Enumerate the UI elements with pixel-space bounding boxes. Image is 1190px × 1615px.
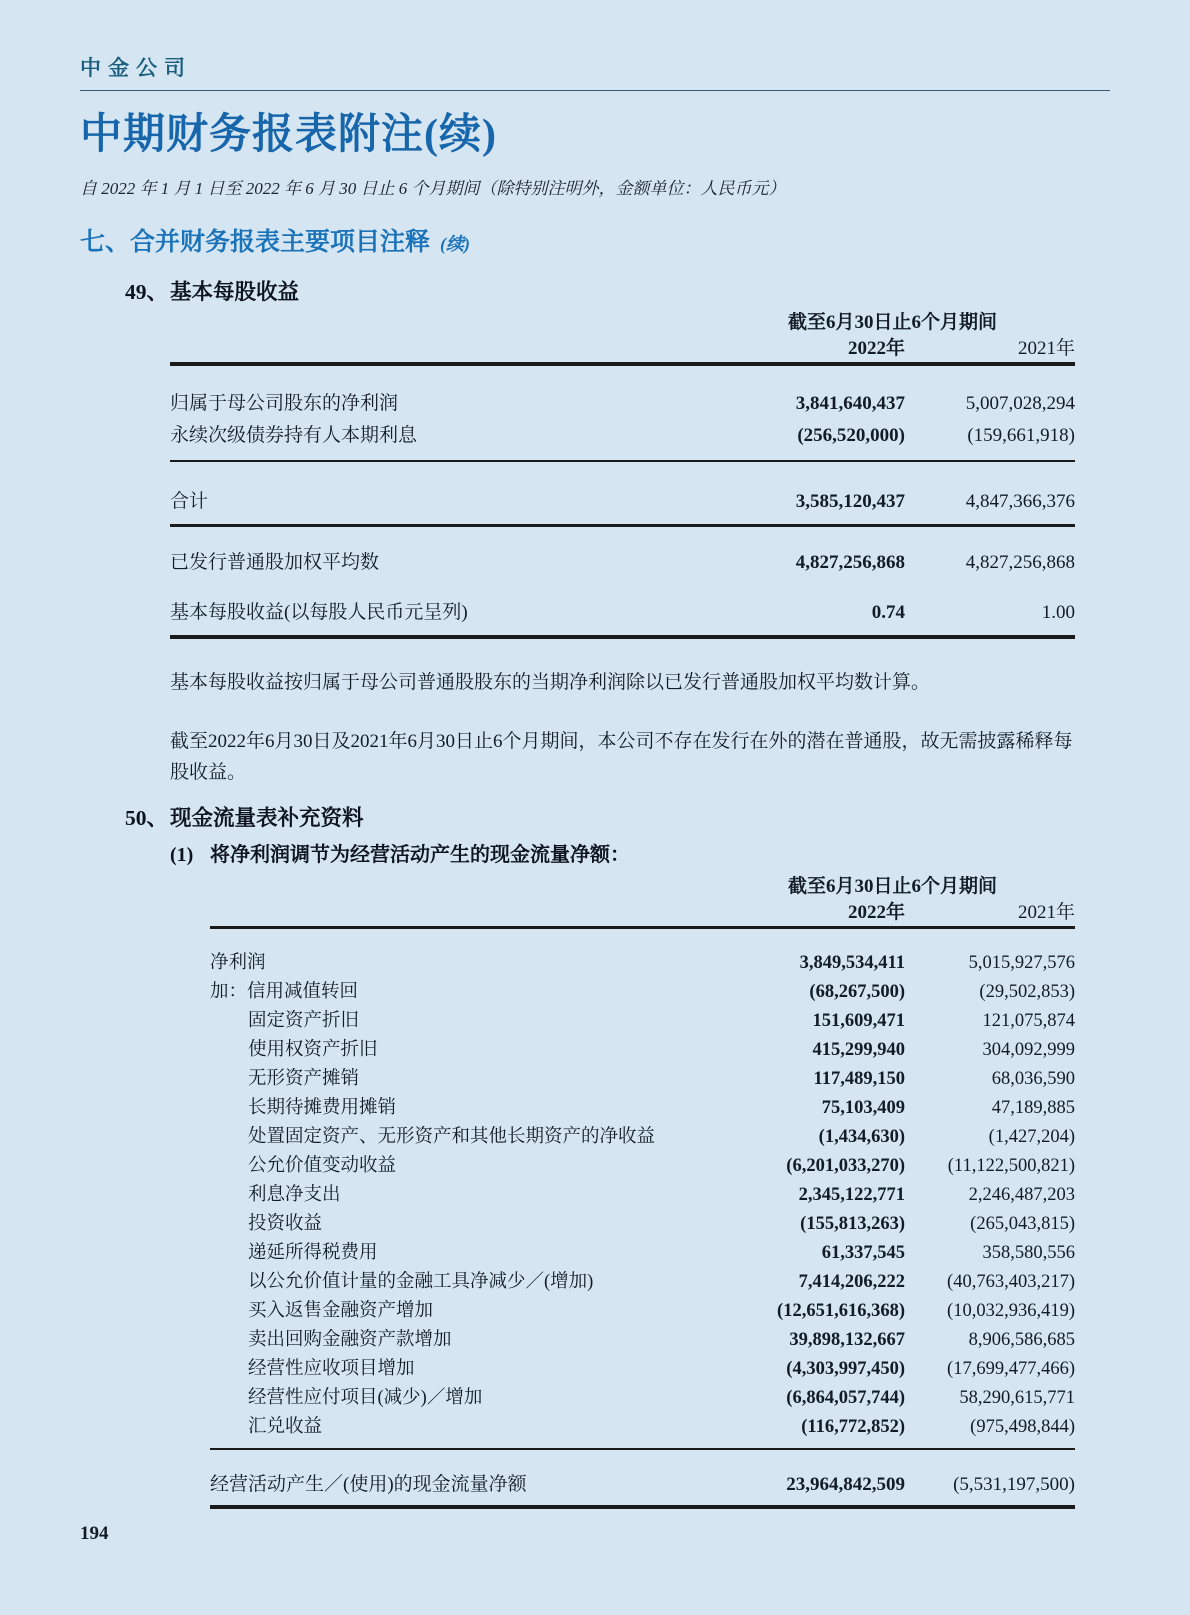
table-total-row	[210, 1470, 1075, 1500]
section-heading	[80, 227, 1110, 260]
subheading-text: 将净利润调节为经营活动产生的现金流量净额：	[210, 843, 630, 866]
table-row	[210, 1152, 1075, 1181]
value-2021: (40,763,403,217)	[947, 1272, 1075, 1292]
row-label: 经营活动产生／(使用)的现金流量净额	[210, 1474, 527, 1495]
value-2021: 5,015,927,576	[968, 953, 1075, 973]
row-label: 利息净支出	[248, 1185, 341, 1205]
table-spacer	[170, 527, 1075, 547]
value-2022: (4,303,997,450)	[786, 1359, 905, 1379]
value-2021: 4,827,256,868	[965, 552, 1075, 573]
table-row	[210, 1297, 1075, 1326]
table-row	[210, 1384, 1075, 1413]
row-label: 处置固定资产、无形资产和其他长期资产的净收益	[248, 1127, 656, 1147]
row-label: 投资收益	[248, 1214, 323, 1234]
paragraph-eps-dilution: 截至2022年6月30日及2021年6月30日止6个月期间，本公司不存在发行在外的潜在普通股，故无需披露稀释每股收益。	[170, 730, 1073, 783]
column-header-2022: 2022年	[847, 338, 905, 359]
value-2022: 117,489,150	[813, 1069, 905, 1089]
paragraph-eps-calc: 基本每股收益按归属于母公司普通股股东的当期净利润除以已发行普通股加权平均数计算。	[170, 671, 931, 693]
table-spacer	[210, 929, 1075, 949]
value-2022: (6,201,033,270)	[786, 1156, 905, 1176]
table-row	[210, 1413, 1075, 1442]
row-label: 净利润	[210, 953, 266, 973]
table-row	[170, 388, 1075, 420]
value-2022: 39,898,132,667	[789, 1330, 905, 1350]
value-2021: 68,036,590	[991, 1069, 1075, 1089]
value-2021: 47,189,885	[991, 1098, 1075, 1118]
row-label: 经营性应收项目增加	[248, 1359, 415, 1379]
page-subtitle: 自 2022 年 1 月 1 日至 2022 年 6 月 30 日止 6 个月期间（除特别注明外，金额单位：人民币元）	[80, 179, 786, 198]
row-label: 买入返售金融资产增加	[248, 1301, 434, 1321]
value-2021: (265,043,815)	[970, 1214, 1075, 1234]
table-row	[210, 1065, 1075, 1094]
value-2021: 1.00	[1041, 602, 1075, 623]
value-2021: 58,290,615,771	[959, 1388, 1075, 1408]
row-label: 固定资产折旧	[248, 1011, 360, 1031]
value-2022: 23,964,842,509	[786, 1474, 905, 1495]
value-2022: (155,813,263)	[800, 1214, 905, 1234]
table-spacer	[170, 452, 1075, 460]
value-2021: 121,075,874	[982, 1011, 1075, 1031]
row-label: 已发行普通股加权平均数	[170, 552, 380, 573]
row-label: 加：信用减值转回	[210, 982, 359, 1002]
row-label: 经营性应付项目(减少)／增加	[248, 1388, 483, 1408]
value-2022: 415,299,940	[812, 1040, 905, 1060]
row-label: 无形资产摊销	[248, 1069, 360, 1089]
row-label: 归属于母公司股东的净利润	[170, 392, 399, 414]
table-row	[210, 1094, 1075, 1123]
value-2021: (975,498,844)	[970, 1417, 1075, 1437]
heading-text: 现金流量表补充资料	[170, 805, 364, 830]
table-row	[210, 1210, 1075, 1239]
row-label: 汇兑收益	[248, 1417, 323, 1437]
heading-number: 50、	[125, 805, 169, 830]
table-row	[170, 547, 1075, 579]
value-2021: 8,906,586,685	[968, 1330, 1075, 1350]
value-2022: (1,434,630)	[818, 1127, 905, 1147]
value-2022: 75,103,409	[821, 1098, 905, 1118]
value-2022: 0.74	[871, 602, 905, 623]
value-2022: 3,585,120,437	[795, 490, 905, 512]
table-rule	[210, 1505, 1075, 1509]
row-label: 基本每股收益(以每股人民币元呈列)	[170, 602, 468, 623]
value-2021: 5,007,028,294	[965, 392, 1075, 414]
period-header: 截至6月30日止6个月期间	[787, 312, 997, 333]
table-rule	[170, 635, 1075, 639]
value-2022: 7,414,206,222	[798, 1272, 905, 1292]
value-2022: 3,849,534,411	[799, 953, 905, 973]
subheading-number: (1)	[170, 843, 194, 866]
table-row	[210, 978, 1075, 1007]
value-2021: (1,427,204)	[988, 1127, 1075, 1147]
heading-text: 基本每股收益	[170, 280, 300, 304]
value-2022: 151,609,471	[812, 1011, 905, 1031]
table-row	[210, 1268, 1075, 1297]
table-row	[210, 1007, 1075, 1036]
row-label: 以公允价值计量的金融工具净减少／(增加)	[248, 1272, 594, 1292]
heading-basic-eps	[125, 278, 1110, 306]
table-row	[210, 1239, 1075, 1268]
value-2021: (5,531,197,500)	[953, 1474, 1075, 1495]
row-label: 长期待摊费用摊销	[248, 1098, 397, 1118]
page-title: 中期财务报表附注(续)	[80, 112, 497, 158]
table-spacer	[170, 462, 1075, 486]
subheading-net-profit-reconciliation	[170, 842, 1110, 868]
value-2021: (11,122,500,821)	[947, 1156, 1075, 1176]
value-2022: 2,345,122,771	[798, 1185, 905, 1205]
table-spacer	[170, 579, 1075, 597]
table-spacer	[210, 1450, 1075, 1470]
company-name: 中金公司	[80, 52, 1110, 91]
value-2021: (10,032,936,419)	[947, 1301, 1075, 1321]
heading-number: 49、	[125, 280, 169, 304]
value-2022: (116,772,852)	[801, 1417, 905, 1437]
table-row	[170, 486, 1075, 518]
value-2022: 4,827,256,868	[795, 552, 905, 573]
table-row	[210, 949, 1075, 978]
row-label: 公允价值变动收益	[248, 1156, 397, 1176]
table-basic-eps	[170, 310, 1075, 639]
table-body	[210, 929, 1075, 1509]
column-header-2022: 2022年	[847, 901, 905, 923]
value-2022: (6,864,057,744)	[786, 1388, 905, 1408]
table-row	[210, 1326, 1075, 1355]
table-row	[170, 597, 1075, 629]
table-row	[170, 420, 1075, 452]
value-2022: (12,651,616,368)	[777, 1301, 905, 1321]
table-header	[210, 874, 1075, 926]
value-2021: (17,699,477,466)	[947, 1359, 1075, 1379]
value-2021: 304,092,999	[982, 1040, 1075, 1060]
table-row	[210, 1036, 1075, 1065]
table-spacer	[170, 366, 1075, 388]
table-row	[210, 1181, 1075, 1210]
row-label: 递延所得税费用	[248, 1243, 378, 1263]
table-row	[210, 1123, 1075, 1152]
table-row	[210, 1355, 1075, 1384]
page-number: 194	[80, 1522, 109, 1544]
value-2022: (256,520,000)	[797, 424, 905, 446]
value-2022: (68,267,500)	[809, 982, 905, 1002]
column-header-2021: 2021年	[1017, 338, 1075, 359]
value-2022: 61,337,545	[821, 1243, 905, 1263]
section-heading-text: 七、合并财务报表主要项目注释	[80, 229, 431, 256]
row-label: 卖出回购金融资产款增加	[248, 1330, 452, 1350]
value-2021: 4,847,366,376	[965, 490, 1075, 512]
row-label: 合计	[170, 490, 209, 512]
value-2021: 358,580,556	[982, 1243, 1075, 1263]
table-cashflow-reconciliation	[210, 874, 1075, 1509]
section-heading-continued: (续)	[440, 234, 471, 254]
row-label: 使用权资产折旧	[248, 1040, 378, 1060]
period-header: 截至6月30日止6个月期间	[787, 875, 997, 897]
value-2021: (29,502,853)	[979, 982, 1075, 1002]
heading-cashflow-supplement	[125, 804, 1110, 832]
table-body	[170, 366, 1075, 639]
value-2021: (159,661,918)	[967, 424, 1075, 446]
value-2021: 2,246,487,203	[968, 1185, 1075, 1205]
row-label: 永续次级债券持有人本期利息	[170, 424, 418, 446]
value-2022: 3,841,640,437	[795, 392, 905, 414]
column-header-2021: 2021年	[1017, 901, 1075, 923]
table-header	[170, 310, 1075, 362]
